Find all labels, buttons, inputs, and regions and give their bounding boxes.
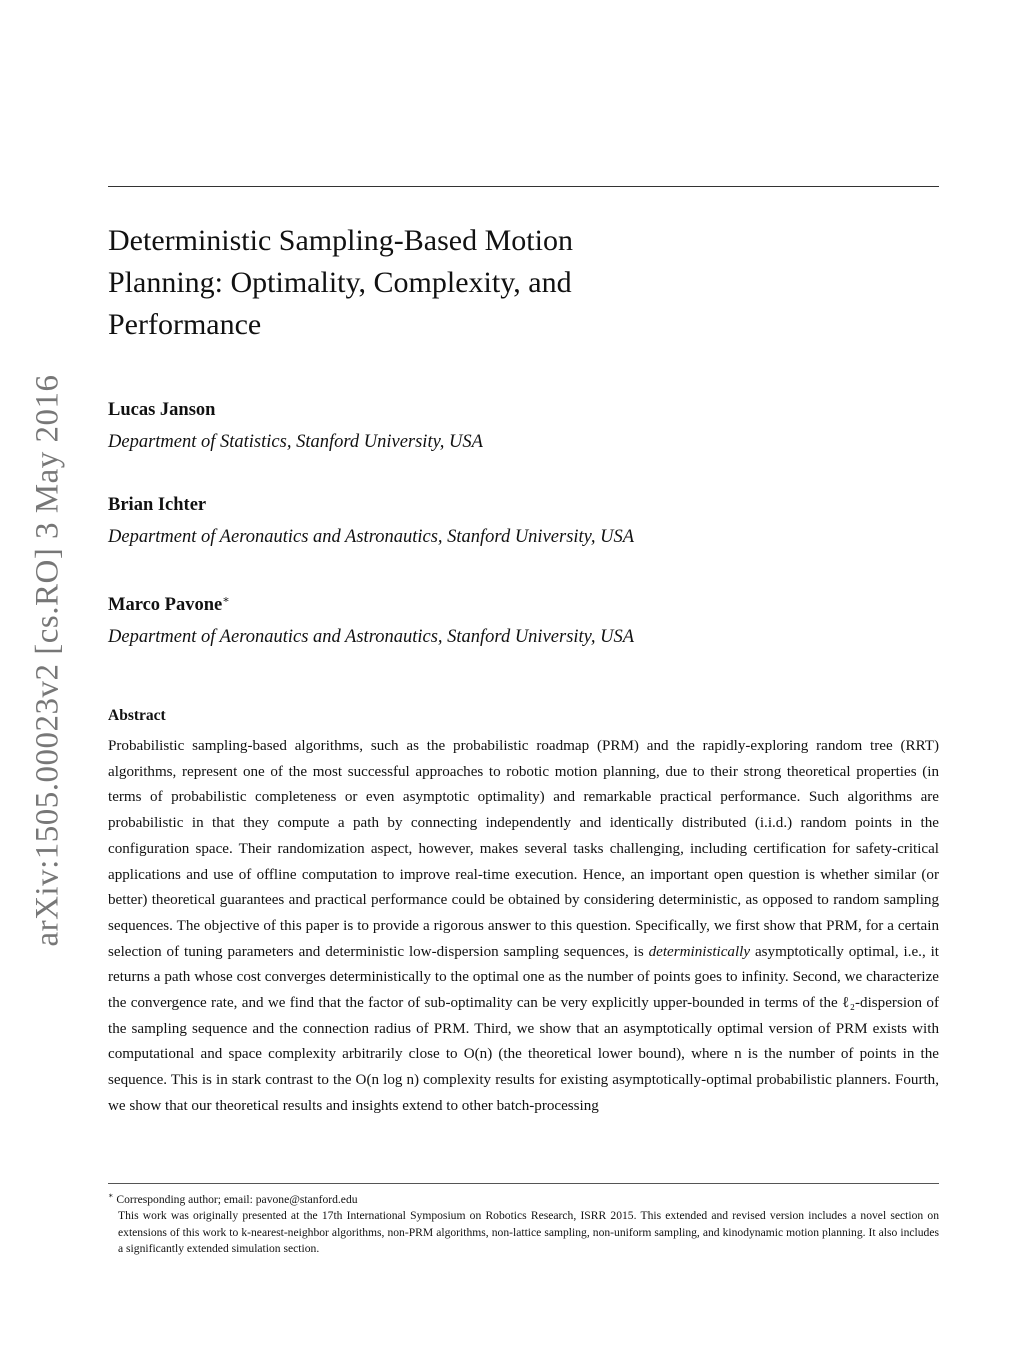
paper-title: Deterministic Sampling-Based Motion Planning: Optimality, Complexity, and Performance (108, 224, 573, 341)
abstract-text: Probabilistic sampling-based algorithms, such as the probabilistic roadmap (PRM) and the rapidly-exploring random tree (RRT) algorithms, represent one of the most successful approaches to robotic motion planning, due to their strong theoretical properties (in terms of probabilistic completeness or even asymptotic optimality) and remarkable practical performance. Such algorithms are probabilistic in that they compute a path by connecting independently and identically distributed (i.i.d.) random points in the configuration space. Their randomization aspect, however, makes several tasks challenging, including certification for safety-critical applications and use of offline computation to improve real-time execution. Hence, an important open question is whether similar (or better) theoretical guarantees and practical performance could be obtained by considering deterministic, as opposed to random sampling sequences. The objective of this paper is to provide a rigorous answer to this question. Specifically, we first show that PRM, for a certain selection of tuning parameters and deterministic low-dispersion sampling sequences, is deterministically asymptotically optimal, i.e., it returns a path whose cost converges deterministically to the optimal one as the number of points goes to infinity. Second, we characterize the convergence rate, and we find that the factor of sub-optimality can be very explicitly upper-bounded in terms of the ℓ₂-dispersion of the sampling sequence and the connection radius of PRM. Third, we show that an asymptotically optimal version of PRM exists with computational and space complexity arbitrarily close to O(n) (the theoretical lower bound), where n is the number of points in the sequence. This is in stark contrast to the O(n log n) complexity results for existing asymptotically-optimal probabilistic planners. Fourth, we show that our theoretical results and insights extend to other batch-processing (108, 738, 939, 1114)
author-affiliation: Department of Aeronautics and Astronautics, Stanford University, USA (108, 527, 635, 547)
corresponding-author-mark: ∗ (222, 594, 230, 606)
author-name: Lucas Janson (108, 400, 216, 420)
author-name: Brian Ichter (108, 495, 207, 515)
author-affiliation: Department of Aeronautics and Astronautics, Stanford University, USA (108, 627, 635, 648)
author-name: Marco Pavone∗ (108, 594, 230, 616)
footnote-corresponding: ∗ Corresponding author; email: pavone@stanford.edu (108, 1191, 358, 1206)
footnotes (108, 1188, 939, 1258)
arxiv-identifier: arXiv:1505.00023v2 [cs.RO] 3 May 2016 (29, 373, 66, 947)
author-affiliation: Department of Statistics, Stanford University, USA (108, 432, 483, 452)
author-block-3 (108, 588, 939, 649)
author-block-1 (108, 398, 939, 454)
abstract-emphasis: deterministically (648, 943, 751, 960)
footnote-presentation-note: This work was originally presented at the 17th International Symposium on Robotics Research, ISRR 2015. This extended and revised version includes a novel section on extensions of this work to k-nearest-neighbor algorithms, non-PRM algorithms, non-lattice sampling, non-uniform sampling, and kinodynamic motion planning. It also includes a significantly extended simulation section. (118, 1209, 939, 1256)
arxiv-sidebar (28, 362, 68, 958)
footnote-rule (108, 1183, 939, 1184)
title-top-rule (108, 186, 939, 187)
abstract-heading: Abstract (108, 707, 166, 724)
author-block-2 (108, 493, 939, 549)
